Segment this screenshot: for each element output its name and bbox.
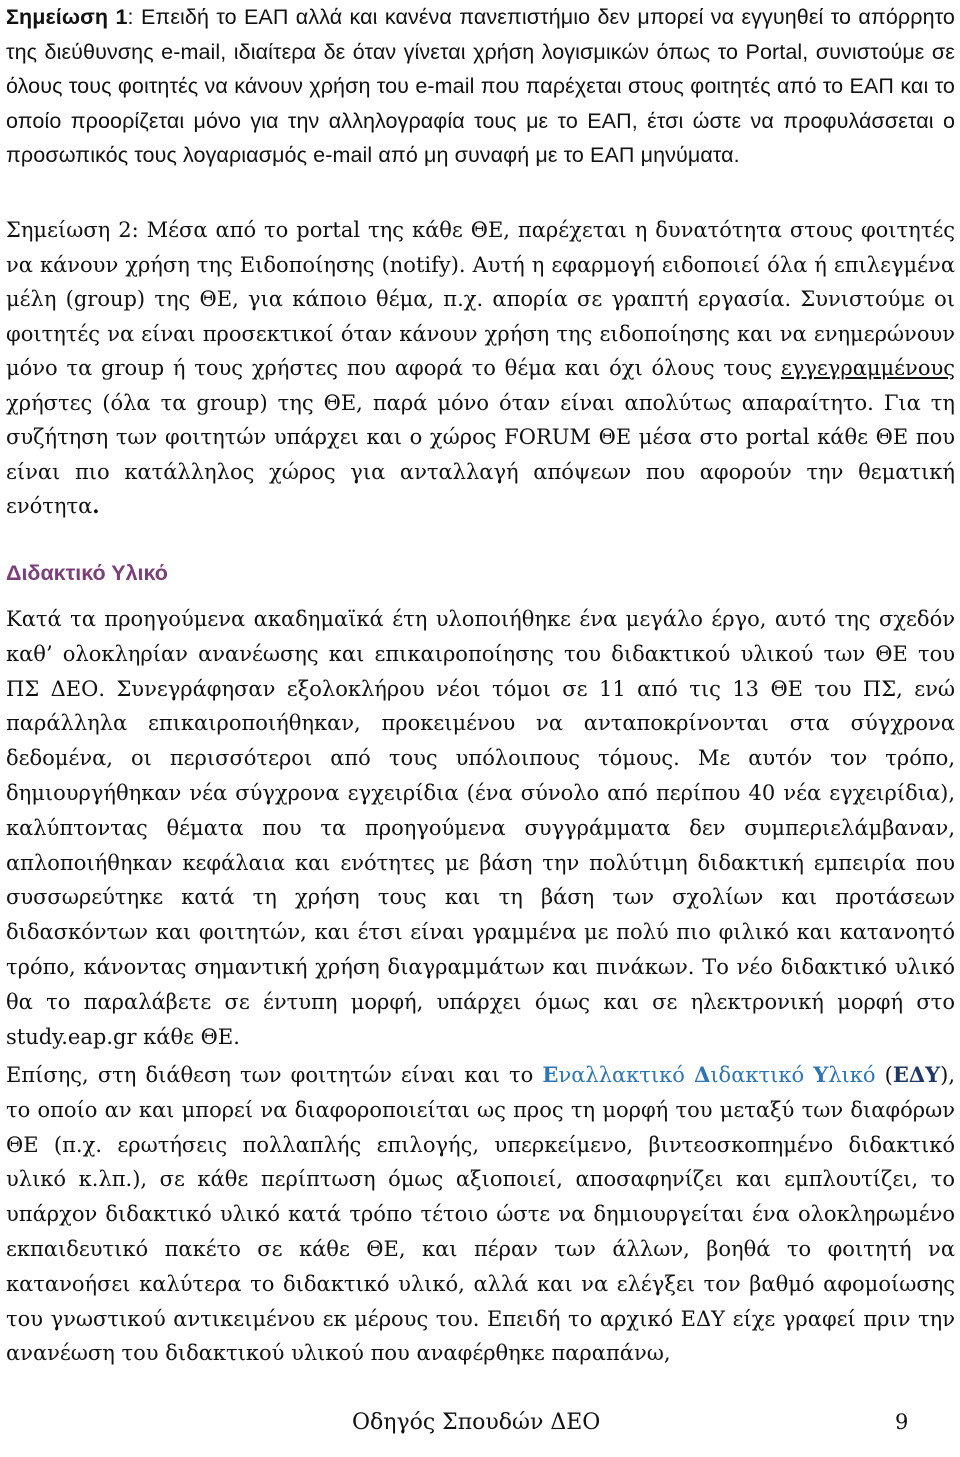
- note-2-end: .: [92, 493, 100, 518]
- page-footer: [0, 1410, 960, 1440]
- footer-title: Οδηγός Σπουδών ΔΕΟ: [352, 1410, 601, 1435]
- para-2-word-3: λικό: [828, 1063, 876, 1087]
- para-2-text-a: Επίσης, στη διάθεση των φοιτητών είναι και το: [6, 1063, 543, 1087]
- page-number: 9: [895, 1410, 909, 1434]
- note-1: [6, 0, 955, 173]
- note-2-underlined-word: εγγεγραμμένους: [780, 356, 955, 380]
- para-2-initial-y: Υ: [813, 1062, 829, 1087]
- note-2-text-b: χρήστες (όλα τα group) της ΘΕ, παρά μόνο όταν είναι απολύτως απαραίτητο. Για τη συζήτηση των φοιτητών υπάρχει και ο χώρος FORUM ΘΕ μέσα στο portal κάθε ΘΕ που είναι πιο κατάλληλος χώρος για ανταλλαγή απόψεων που αφορούν την θεματική ενότητα: [6, 390, 955, 518]
- section-heading: Διδακτικό Υλικό: [6, 561, 168, 585]
- note-2: [6, 213, 955, 524]
- note-2-text-a: : Μέσα από το portal της κάθε ΘΕ, παρέχεται η δυνατότητα στους φοιτητές να κάνουν χρήση της Ειδοποίησης (notify). Αυτή η εφαρμογή ειδοποιεί όλα ή επιλεγμένα μέλη (group) της ΘΕ, για κάποιο θέμα, π.χ. απορία σε γραπτή εργασία. Συνιστούμε οι φοιτητές να είναι προσεκτικοί όταν κάνουν χρήση της ειδοποίησης και να ενημερώνουν μόνο τα group ή τους χρήστες που αφορά το θέμα και όχι όλους τους: [6, 218, 955, 380]
- para-2-paren-open: (: [875, 1063, 893, 1087]
- para-2-abbreviation: ΕΔΥ: [892, 1062, 941, 1087]
- para-2-word-2: ιδακτικό: [710, 1063, 814, 1087]
- para-2-paren-close: ),: [940, 1063, 956, 1087]
- note-1-text: : Επειδή το ΕΑΠ αλλά και κανένα πανεπιστήμιο δεν μπορεί να εγγυηθεί το απόρρητο της διεύθυνσης e-mail, ιδιαίτερα δε όταν γίνεται χρήση λογισμικών όπως το Portal, συνιστούμε σε όλους τους φοιτητές να κάνουν χρήση του e-mail που παρέχεται στους φοιτητές από το ΕΑΠ και το οποίο προορίζεται μόνο για την αλληλογραφία τους με το ΕΑΠ, έτσι ώστε να προφυλάσσεται ο προσωπικός τους λογαριασμός e-mail από μη συναφή με το ΕΑΠ μηνύματα.: [6, 5, 955, 167]
- paragraph-teaching-material: Κατά τα προηγούμενα ακαδημαϊκά έτη υλοποιήθηκε ένα μεγάλο έργο, αυτό της σχεδόν καθ’ ολοκληρίαν ανανέωσης και επικαιροποίησης του διδακτικού υλικού των ΘΕ του ΠΣ ΔΕΟ. Συνεγράφησαν εξολοκλήρου νέοι τόμοι σε 11 από τις 13 ΘΕ του ΠΣ, ενώ παράλληλα επικαιροποιήθηκαν, προκειμένου να ανταποκρίνονται στα σύγχρονα δεδομένα, οι περισσότεροι από τους υπόλοιπους τόμους. Με αυτόν τον τρόπο, δημιουργήθηκαν νέα σύγχρονα εγχειρίδια (ένα σύνολο από περίπου 40 νέα εγχειρίδια), καλύπτοντας θέματα που τα προηγούμενα συγγράμματα δεν συμπεριελάμβαναν, απλοποιήθηκαν κεφάλαια και ενότητες με βάση την πολύτιμη διδακτική εμπειρία που συσσωρεύτηκε κατά τη χρήση τους και τη βάση των σχολίων και προτάσεων διδασκόντων και φοιτητών, και έτσι είναι γραμμένα με πολύ πιο φιλικό και κατανοητό τρόπο, κάνοντας σημαντική χρήση διαγραμμάτων και πινάκων. Το νέο διδακτικό υλικό θα το παραλάβετε σε έντυπη μορφή, υπάρχει όμως και σε ηλεκτρονική μορφή στο study.eap.gr κάθε ΘΕ.: [6, 607, 955, 1049]
- note-2-label: Σημείωση 2: [6, 218, 132, 242]
- para-2-word-1: ναλλακτικό: [558, 1063, 695, 1087]
- paragraph-alternative-material: [6, 1058, 955, 1371]
- para-2-text-b: το οποίο αν και μπορεί να διαφοροποιείται ως προς τη μορφή του μεταξύ των διαφόρων ΘΕ (π.χ. ερωτήσεις πολλαπλής επιλογής, υπερκείμενο, βιντεοσκοπημένο διδακτικό υλικό κ.λπ.), σε κάθε περίπτωση όμως αξιοποιεί, αποσαφηνίζει και εμπλουτίζει, το υπάρχον διδακτικό υλικό κατά τρόπο τέτοιο ώστε να δημιουργείται ένα ολοκληρωμένο εκπαιδευτικό πακέτο σε κάθε ΘΕ, και πέραν των άλλων, βοηθά το φοιτητή να κατανοήσει καλύτερα το διδακτικό υλικό, αλλά και να ελέγξει τον βαθμό αφομοίωσης του γνωστικού αντικειμένου εκ μέρους του. Επειδή το αρχικό ΕΔΥ είχε γραφεί πριν την ανανέωση του διδακτικού υλικού που αναφέρθηκε παραπάνω,: [6, 1097, 955, 1366]
- para-2-initial-d: Δ: [694, 1062, 711, 1087]
- note-1-label: Σημείωση 1: [6, 5, 128, 29]
- para-2-initial-e: Ε: [542, 1062, 559, 1087]
